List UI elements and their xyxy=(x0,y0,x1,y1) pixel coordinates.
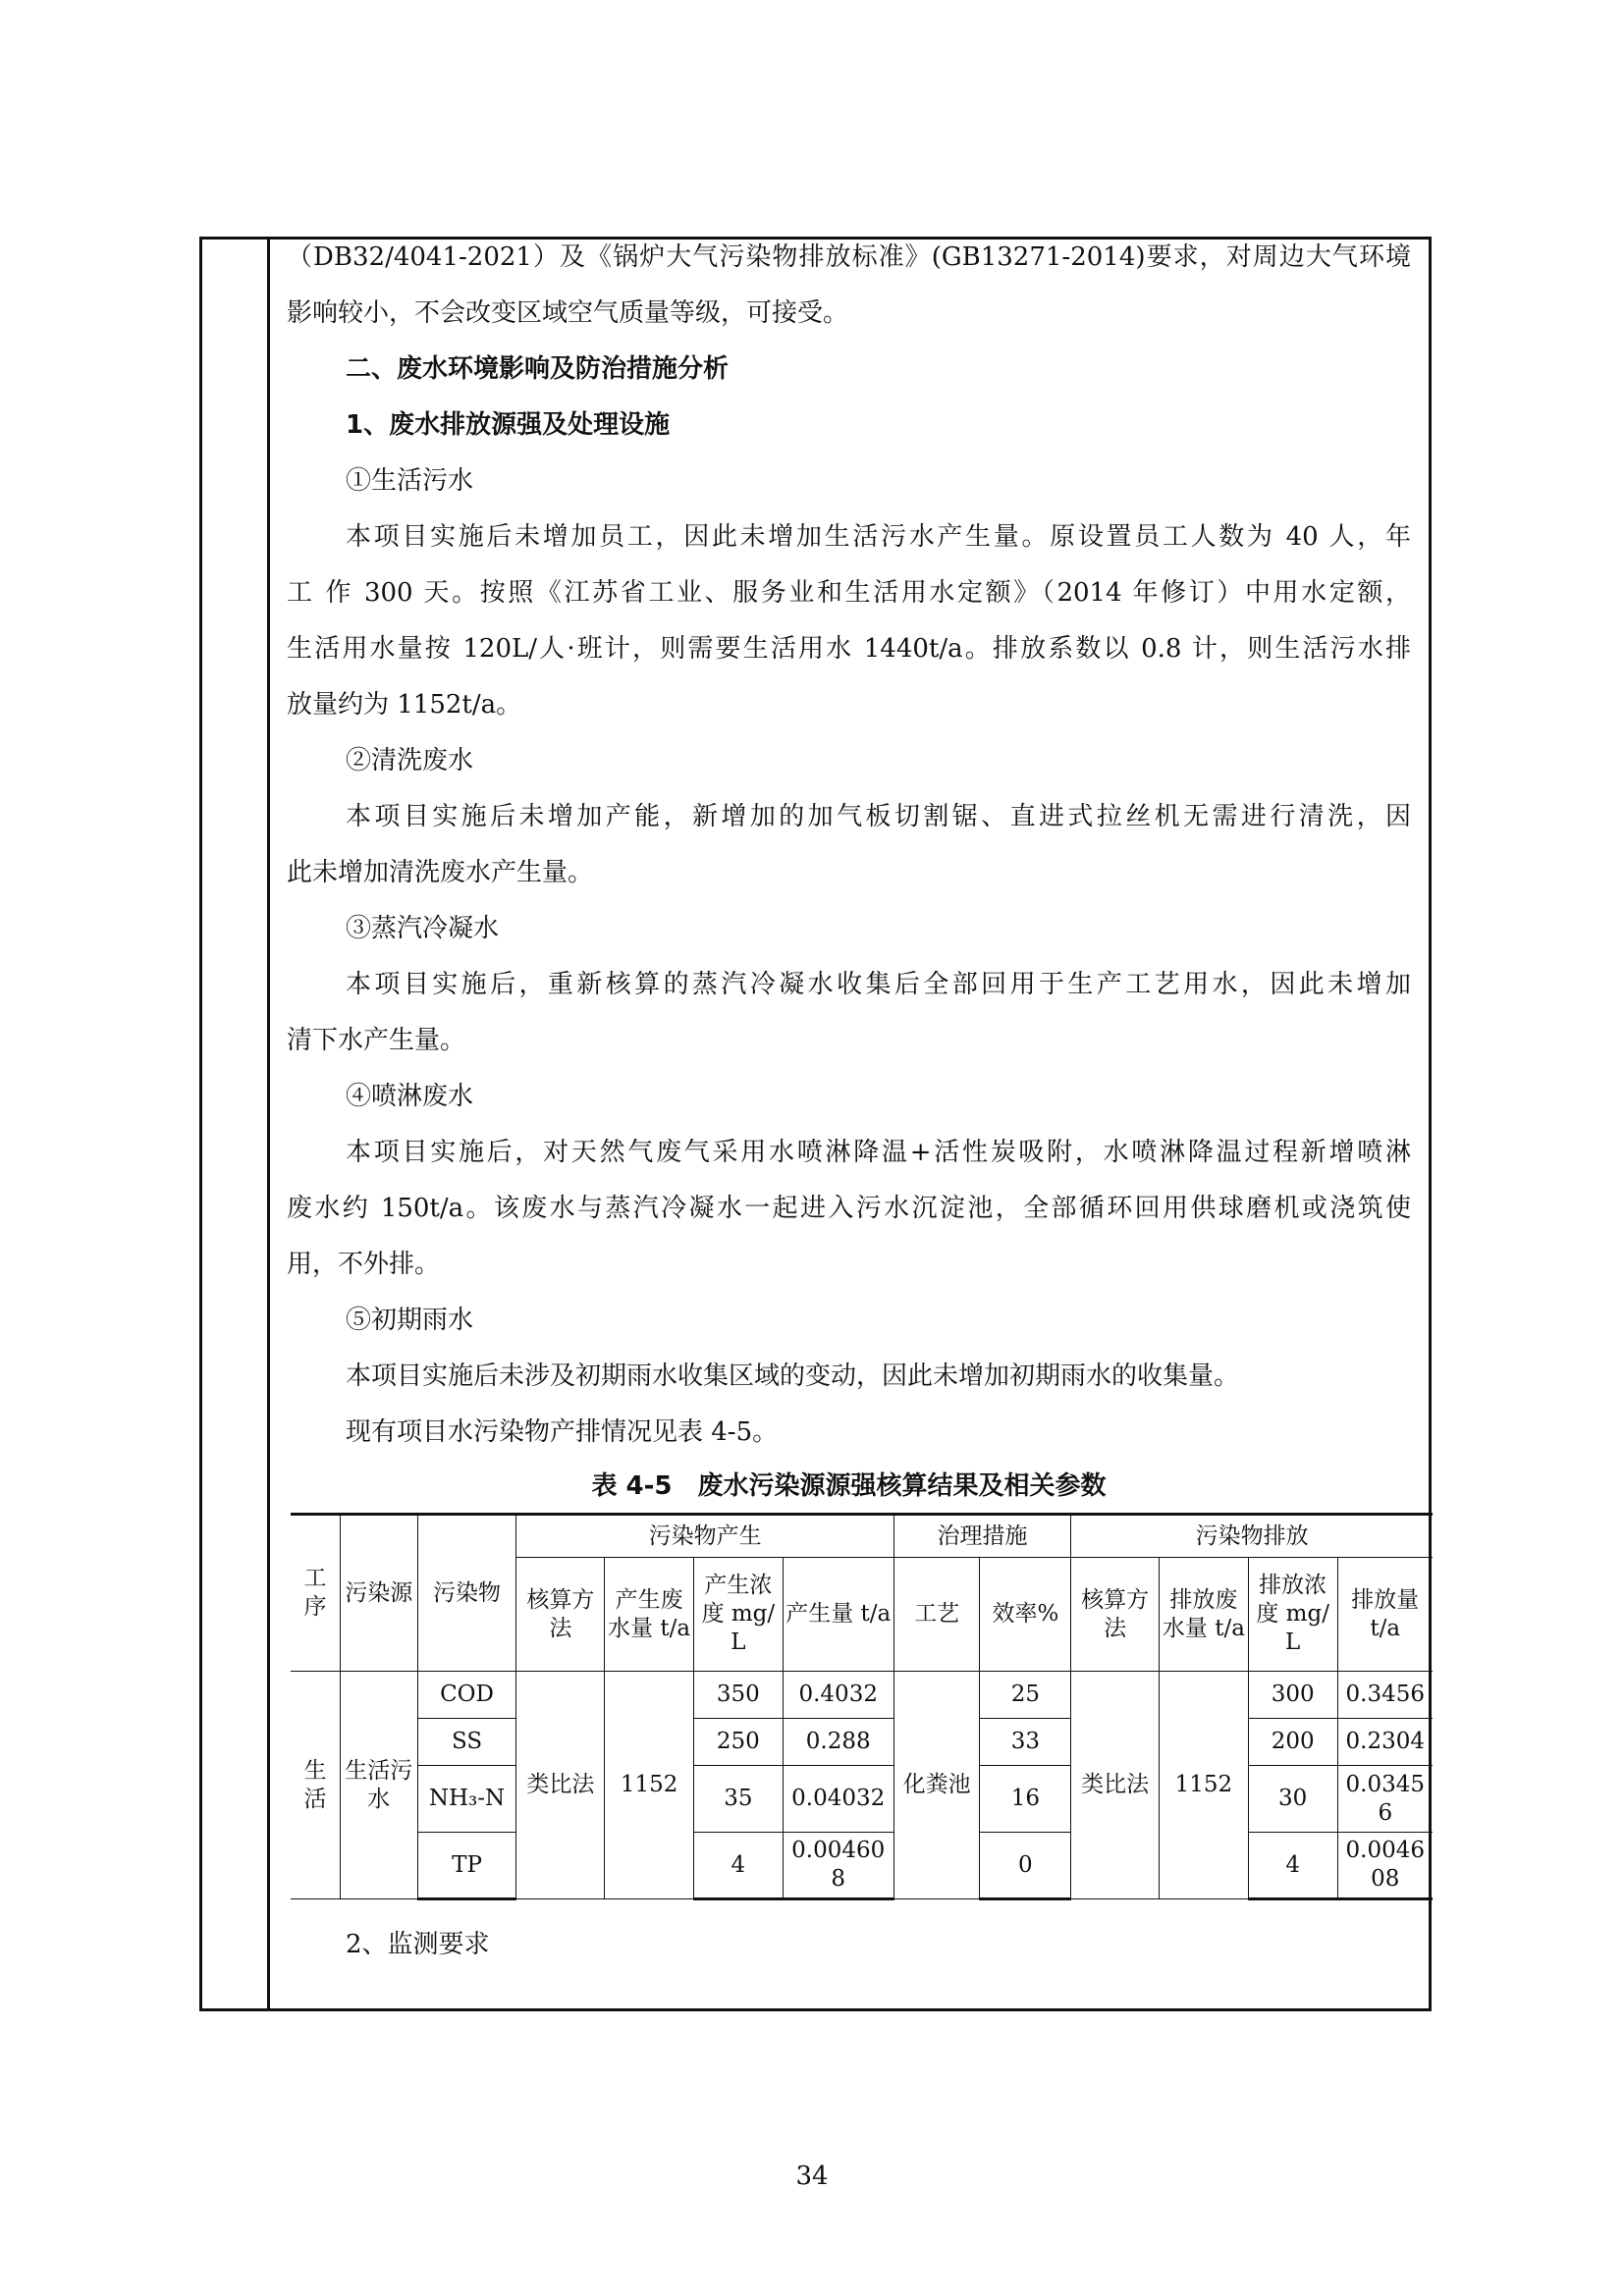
paragraph-line: （DB32/4041-2021）及《锅炉大气污染物排放标准》(GB13271-2014)要求，对周边大气环境 xyxy=(287,242,1411,272)
table-caption: 表 4-5 废水污染源源强核算结果及相关参数 xyxy=(591,1471,1107,1501)
cell-efficiency: 25 xyxy=(980,1672,1071,1719)
frame-left-column-divider xyxy=(267,240,270,2008)
cell-disc-amount: 0.2304 xyxy=(1337,1719,1433,1766)
document-frame xyxy=(199,237,1432,2011)
cell-calc-method: 类比法 xyxy=(516,1672,605,1899)
cell-prod-amount: 0.4032 xyxy=(783,1672,893,1719)
item-heading: ⑤初期雨水 xyxy=(346,1306,474,1335)
header-disc-amount: 排放量 t/a xyxy=(1337,1558,1433,1672)
paragraph-line: 本项目实施后未增加员工，因此未增加生活污水产生量。原设置员工人数为 40 人，年 xyxy=(346,522,1411,552)
cell-pollutant: SS xyxy=(417,1719,516,1766)
header-craft: 工艺 xyxy=(893,1558,980,1672)
wastewater-table xyxy=(291,1513,1433,1900)
paragraph-line: 本项目实施后，对天然气废气采用水喷淋降温+活性炭吸附，水喷淋降温过程新增喷淋 xyxy=(346,1138,1411,1167)
cell-efficiency: 16 xyxy=(980,1766,1071,1833)
cell-process: 生活 xyxy=(291,1672,340,1899)
cell-prod-conc: 4 xyxy=(693,1833,783,1899)
cell-disc-conc: 300 xyxy=(1248,1672,1337,1719)
cell-source: 生活污水 xyxy=(340,1672,417,1899)
header-process: 工序 xyxy=(291,1515,340,1672)
header-group-treatment: 治理措施 xyxy=(893,1515,1071,1558)
header-calc-method: 核算方法 xyxy=(516,1558,605,1672)
header-prod-amount: 产生量 t/a xyxy=(783,1558,893,1672)
header-disc-water: 排放废水量 t/a xyxy=(1160,1558,1249,1672)
page-number: 34 xyxy=(795,2162,829,2191)
cell-disc-amount: 0.03456 xyxy=(1337,1766,1433,1833)
content-area xyxy=(287,240,1426,2008)
cell-prod-amount: 0.004608 xyxy=(783,1833,893,1899)
item-heading: ④喷淋废水 xyxy=(346,1082,474,1111)
item-heading: ③蒸汽冷凝水 xyxy=(346,914,500,943)
subsection-heading: 1、废水排放源强及处理设施 xyxy=(346,410,671,440)
paragraph-line: 清下水产生量。 xyxy=(287,1026,466,1055)
paragraph-line: 用，不外排。 xyxy=(287,1250,441,1279)
item-heading: ①生活污水 xyxy=(346,466,474,496)
cell-prod-conc: 350 xyxy=(693,1672,783,1719)
paragraph-line: 影响较小，不会改变区域空气质量等级，可接受。 xyxy=(287,298,849,328)
header-source: 污染源 xyxy=(340,1515,417,1672)
cell-efficiency: 0 xyxy=(980,1833,1071,1899)
cell-craft: 化粪池 xyxy=(893,1672,980,1899)
cell-prod-water: 1152 xyxy=(605,1672,694,1899)
paragraph-line: 工 作 300 天。按照《江苏省工业、服务业和生活用水定额》（2014 年修订）中用水定额， xyxy=(287,578,1411,608)
paragraph-line: 本项目实施后未涉及初期雨水收集区域的变动，因此未增加初期雨水的收集量。 xyxy=(346,1362,1240,1391)
paragraph-line: 生活用水量按 120L/人·班计，则需要生活用水 1440t/a。排放系数以 0.8 计，则生活污水排 xyxy=(287,634,1411,664)
item-heading: ②清洗废水 xyxy=(346,746,474,775)
cell-prod-amount: 0.288 xyxy=(783,1719,893,1766)
cell-disc-conc: 30 xyxy=(1248,1766,1337,1833)
paragraph-line: 本项目实施后未增加产能，新增加的加气板切割锯、直进式拉丝机无需进行清洗，因 xyxy=(346,802,1411,831)
header-prod-water: 产生废水量 t/a xyxy=(605,1558,694,1672)
header-disc-conc: 排放浓度 mg/L xyxy=(1248,1558,1337,1672)
header-disc-method: 核算方法 xyxy=(1071,1558,1160,1672)
cell-pollutant: NH₃-N xyxy=(417,1766,516,1833)
cell-pollutant: TP xyxy=(417,1833,516,1899)
cell-disc-water: 1152 xyxy=(1160,1672,1249,1899)
paragraph-line: 本项目实施后，重新核算的蒸汽冷凝水收集后全部回用于生产工艺用水，因此未增加 xyxy=(346,970,1411,999)
cell-disc-method: 类比法 xyxy=(1071,1672,1160,1899)
header-efficiency: 效率% xyxy=(980,1558,1071,1672)
paragraph-line: 放量约为 1152t/a。 xyxy=(287,690,522,720)
cell-prod-conc: 35 xyxy=(693,1766,783,1833)
cell-disc-conc: 4 xyxy=(1248,1833,1337,1899)
cell-pollutant: COD xyxy=(417,1672,516,1719)
header-group-discharge: 污染物排放 xyxy=(1071,1515,1433,1558)
section-heading: 二、废水环境影响及防治措施分析 xyxy=(346,354,730,384)
cell-disc-amount: 0.3456 xyxy=(1337,1672,1433,1719)
paragraph-line: 现有项目水污染物产排情况见表 4-5。 xyxy=(346,1417,779,1447)
paragraph-line: 废水约 150t/a。该废水与蒸汽冷凝水一起进入污水沉淀池，全部循环回用供球磨机或浇筑使 xyxy=(287,1194,1411,1223)
header-pollutant: 污染物 xyxy=(417,1515,516,1672)
cell-disc-conc: 200 xyxy=(1248,1719,1337,1766)
cell-efficiency: 33 xyxy=(980,1719,1071,1766)
cell-prod-conc: 250 xyxy=(693,1719,783,1766)
header-prod-conc: 产生浓度 mg/L xyxy=(693,1558,783,1672)
paragraph-line: 此未增加清洗废水产生量。 xyxy=(287,858,594,887)
cell-prod-amount: 0.04032 xyxy=(783,1766,893,1833)
header-group-production: 污染物产生 xyxy=(516,1515,893,1558)
section-heading-monitoring: 2、监测要求 xyxy=(346,1930,490,1959)
cell-disc-amount: 0.004608 xyxy=(1337,1833,1433,1899)
